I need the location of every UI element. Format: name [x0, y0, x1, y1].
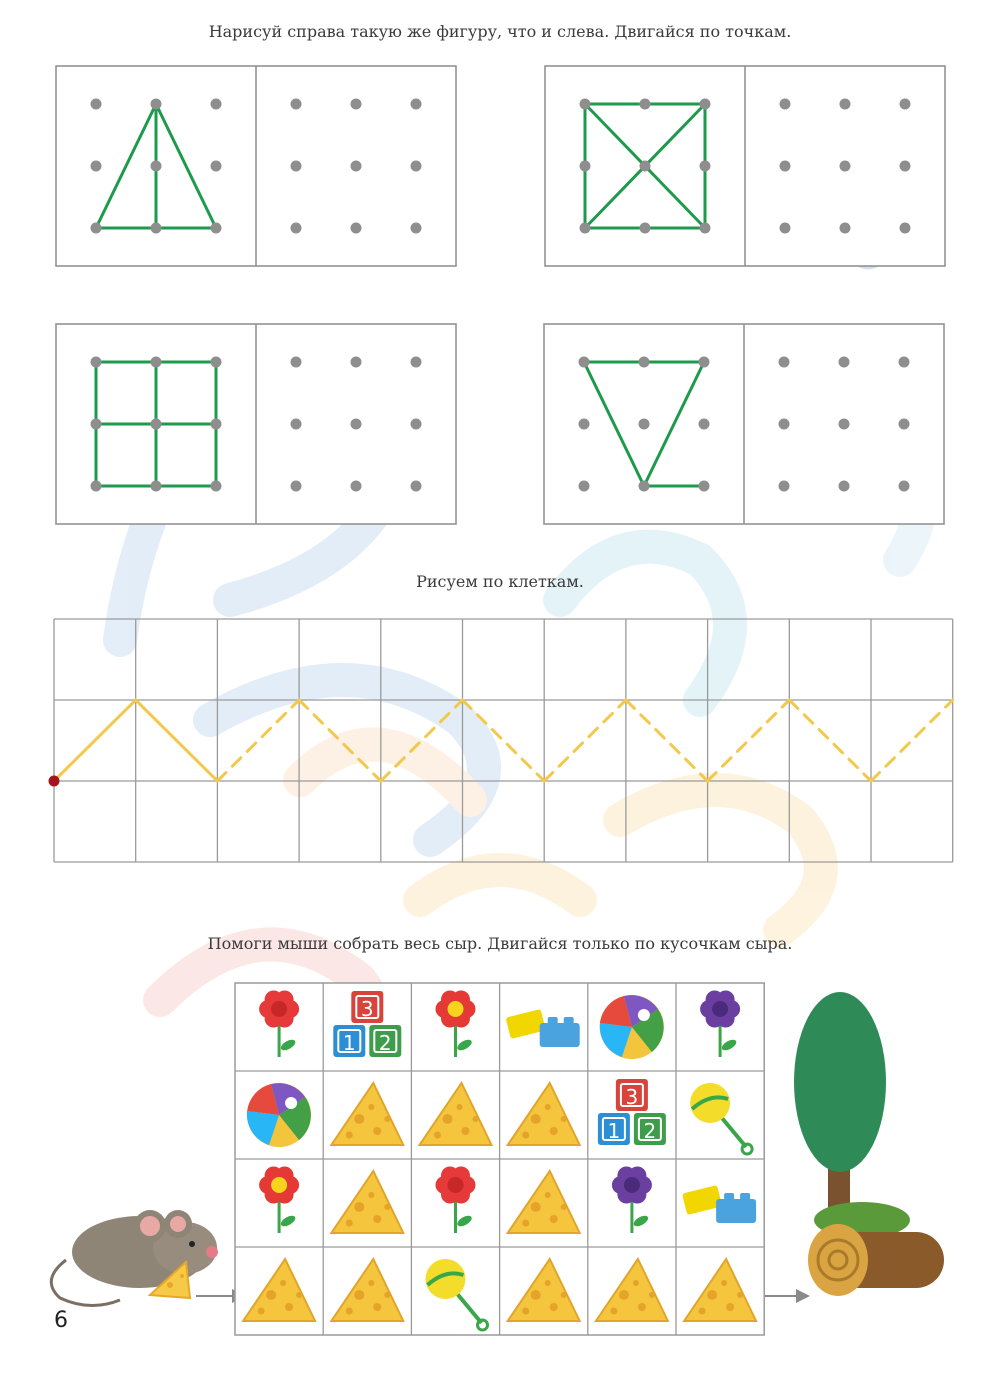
ball-icon	[600, 995, 664, 1059]
mouse-icon	[51, 1210, 218, 1306]
exercise3-instruction: Помоги мыши собрать весь сыр. Двигайся только по кусочкам сыра.	[207, 934, 793, 953]
block-digit: 2	[378, 1031, 392, 1055]
page-number: 6	[54, 1308, 68, 1333]
ball-icon	[247, 1083, 311, 1147]
exercise1-instruction: Нарисуй справа такую же фигуру, что и слева. Двигайся по точкам.	[208, 22, 792, 41]
exit-arrow-icon	[764, 1289, 810, 1303]
block-digit: 2	[643, 1119, 657, 1143]
block-digit: 1	[607, 1119, 621, 1143]
block-digit: 3	[625, 1085, 639, 1109]
exercise2-instruction: Рисуем по клеткам.	[416, 572, 584, 591]
maze-grid	[235, 983, 764, 1335]
log-icon	[808, 1202, 944, 1296]
block-digit: 1	[342, 1031, 356, 1055]
block-digit: 3	[360, 997, 374, 1021]
